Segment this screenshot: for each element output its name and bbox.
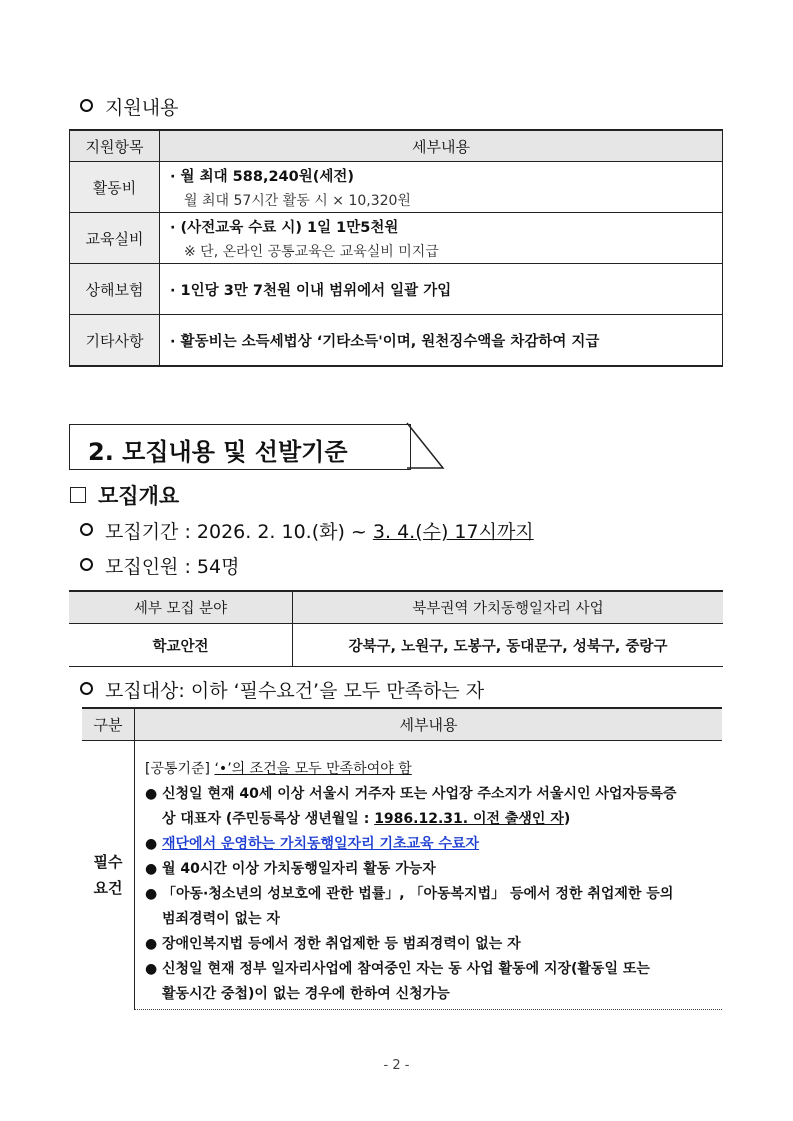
square-bullet-icon bbox=[70, 487, 86, 503]
section-title-arrow bbox=[405, 422, 447, 472]
bullet-icon: ● bbox=[145, 961, 158, 977]
field-cell: 학교안전 bbox=[152, 638, 209, 655]
column-header-item: 지원항목 bbox=[70, 130, 160, 162]
table-row bbox=[70, 315, 723, 367]
common-criteria: [공통기준] ‘•’의 조건을 모두 만족하여야 함 bbox=[145, 761, 412, 777]
table-row bbox=[70, 213, 723, 264]
row-detail: · 활동비는 소득세법상 ‘기타소득'이며, 원천징수액을 차감하여 지급 bbox=[160, 315, 723, 367]
row-detail: · 월 최대 588,240원(세전) 월 최대 57시간 활동 시 × 10,320원 bbox=[160, 162, 723, 213]
list-item: ● 월 40시간 이상 가치동행일자리 활동 가능자 bbox=[145, 857, 722, 882]
row-detail: · (사전교육 수료 시) 1일 1만5천원 ※ 단, 온라인 공통교육은 교육실비 미지급 bbox=[160, 213, 723, 264]
circle-bullet-icon bbox=[80, 99, 93, 112]
section-title-box bbox=[69, 424, 411, 470]
recruit-period: 모집기간 : 2026. 2. 10.(화) ~ 3. 4.(수) 17시까지 bbox=[80, 517, 534, 544]
column-header-category: 구분 bbox=[82, 708, 135, 741]
column-header-region: 북부권역 가치동행일자리 사업 bbox=[293, 591, 724, 624]
circle-bullet-icon bbox=[80, 682, 93, 695]
column-header-detail: 세부내용 bbox=[160, 130, 723, 162]
column-header-detail: 세부내용 bbox=[135, 708, 723, 741]
section-title: 2. 모집내용 및 선발기준 bbox=[88, 438, 348, 466]
row-detail: · 1인당 3만 7천원 이내 범위에서 일괄 가입 bbox=[160, 264, 723, 315]
bullet-icon: ● bbox=[145, 836, 158, 852]
support-heading: 지원내용 bbox=[80, 93, 178, 120]
column-header-field: 세부 모집 분야 bbox=[69, 591, 293, 624]
list-item: ● 재단에서 운영하는 가치동행일자리 기초교육 수료자 bbox=[145, 832, 722, 857]
row-label: 상해보험 bbox=[70, 264, 160, 315]
table-row bbox=[70, 264, 723, 315]
bullet-icon: ● bbox=[145, 786, 158, 802]
target-table bbox=[82, 707, 722, 1010]
list-item: ● 신청일 현재 40세 이상 서울시 거주자 또는 사업장 주소지가 서울시인 사업자등록증 상 대표자 (주민등록상 생년월일 : 1986.12.31. 이전 출생인 자) bbox=[145, 782, 722, 832]
recruit-headcount: 모집인원 : 54명 bbox=[80, 552, 239, 579]
table-header-row bbox=[70, 130, 723, 162]
areas-cell: 강북구, 노원구, 도봉구, 동대문구, 성북구, 중랑구 bbox=[293, 624, 724, 667]
bullet-icon: ● bbox=[145, 886, 158, 902]
list-item: ● 「아동·청소년의 성보호에 관한 법률」, 「아동복지법」 등에서 정한 취업제한 등의 범죄경력이 없는 자 bbox=[145, 882, 722, 932]
table-row bbox=[69, 624, 723, 667]
target-heading: 모집대상: 이하 ‘필수요건’을 모두 만족하는 자 bbox=[80, 676, 484, 703]
circle-bullet-icon bbox=[80, 558, 93, 571]
row-label: 교육실비 bbox=[70, 213, 160, 264]
requirement-label: 필수 요건 bbox=[82, 741, 135, 1010]
requirement-detail bbox=[135, 741, 723, 1010]
table-row bbox=[82, 741, 722, 1010]
row-label: 기타사항 bbox=[70, 315, 160, 367]
list-item: ● 신청일 현재 정부 일자리사업에 참여중인 자는 동 사업 활동에 지장(활동일 또는 활동시간 중첩)이 없는 경우에 한하여 신청가능 bbox=[145, 957, 722, 1007]
circle-bullet-icon bbox=[80, 523, 93, 536]
bullet-icon: ● bbox=[145, 861, 158, 877]
recruit-table bbox=[69, 590, 723, 667]
support-table bbox=[69, 129, 723, 367]
table-header-row bbox=[69, 591, 723, 624]
overview-heading: 모집개요 bbox=[70, 480, 179, 510]
page-number: - 2 - bbox=[383, 1058, 410, 1073]
row-label: 활동비 bbox=[70, 162, 160, 213]
list-item: ● 장애인복지법 등에서 정한 취업제한 등 범죄경력이 없는 자 bbox=[145, 932, 722, 957]
bullet-icon: ● bbox=[145, 936, 158, 952]
table-header-row bbox=[82, 708, 722, 741]
table-row bbox=[70, 162, 723, 213]
